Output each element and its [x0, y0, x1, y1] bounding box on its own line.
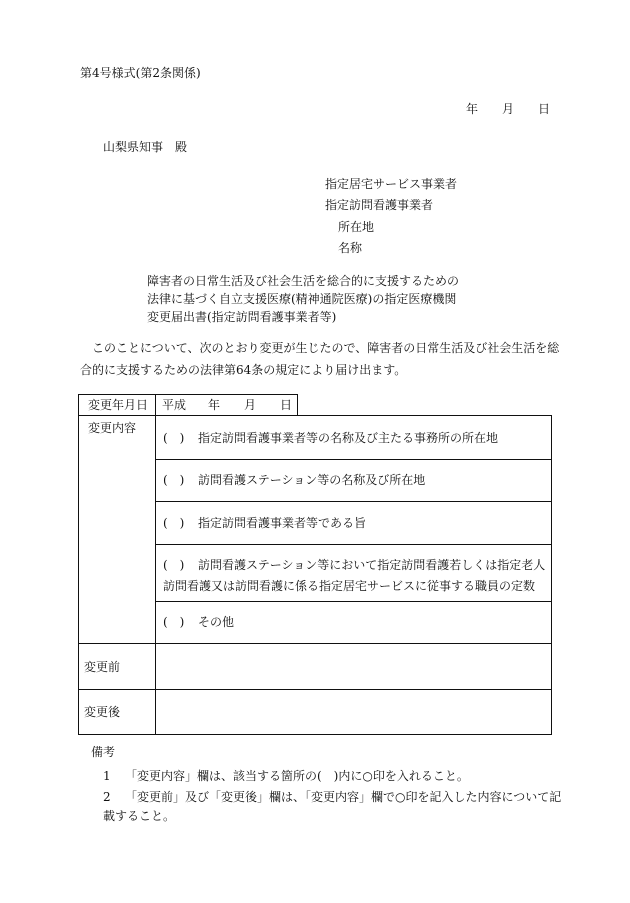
before-row-bottom-border — [78, 689, 552, 690]
remark-1 — [103, 768, 469, 784]
option-separator — [155, 459, 552, 460]
option-3-text: 指定訪問看護事業者等である旨 — [198, 516, 367, 530]
body-paragraph — [80, 337, 560, 381]
table-right-border — [551, 415, 552, 735]
table-bottom-border — [78, 734, 552, 735]
date-era: 平成 — [162, 398, 187, 412]
body-line-2: 合的に支援するための法律第64条の規定により届け出ます。 — [80, 363, 407, 377]
title-line-3: 変更届出書(指定訪問看護事業者等) — [147, 310, 337, 324]
addressee: 山梨県知事 殿 — [103, 140, 188, 154]
remark-2-number: 2 — [103, 790, 111, 804]
remark-1-number: 1 — [103, 769, 111, 783]
date-day-cell: 日 — [280, 398, 293, 412]
date-month: 月 — [502, 102, 515, 116]
change-date-label: 変更年月日 — [88, 398, 149, 412]
date-row-bottom-border — [78, 415, 552, 416]
date-day: 日 — [538, 102, 551, 116]
remark-1-text: 「変更内容」欄は、該当する箇所の( )内に○印を入れること。 — [125, 769, 469, 783]
option-1-checkbox[interactable]: ( ) — [163, 431, 185, 445]
content-row-bottom-border — [78, 643, 552, 644]
sender-name-label: 名称 — [338, 241, 363, 255]
remark-2 — [103, 789, 561, 805]
option-3-checkbox[interactable]: ( ) — [163, 516, 185, 530]
remark-2-text-line-2: 載すること。 — [103, 809, 176, 823]
date-year: 年 — [466, 102, 479, 116]
title-line-1: 障害者の日常生活及び社会生活を総合的に支援するための — [147, 274, 460, 288]
option-5-checkbox[interactable]: ( ) — [163, 615, 185, 629]
change-content-label: 変更内容 — [88, 421, 137, 435]
option-separator — [155, 601, 552, 602]
option-4-checkbox[interactable]: ( ) — [163, 558, 185, 572]
option-4-text-line-2: 訪問看護又は訪問看護に係る指定居宅サービスに従事する職員の定数 — [163, 579, 536, 593]
option-1-text: 指定訪問看護事業者等の名称及び主たる事務所の所在地 — [198, 431, 499, 445]
date-month-cell: 月 — [244, 398, 257, 412]
option-separator — [155, 501, 552, 502]
option-2-checkbox[interactable]: ( ) — [163, 473, 185, 487]
form-number: 第4号様式(第2条関係) — [80, 66, 201, 80]
option-2-text: 訪問看護ステーション等の名称及び所在地 — [198, 473, 426, 487]
remarks-title: 備考 — [91, 745, 116, 759]
remark-2-text: 「変更前」及び「変更後」欄は、「変更内容」欄で○印を記入した内容について記 — [125, 790, 562, 804]
date-year-cell: 年 — [208, 398, 221, 412]
date-line — [466, 101, 550, 117]
date-cell-right-border — [297, 394, 298, 416]
table-top-border — [78, 394, 298, 395]
table-left-border — [78, 394, 79, 735]
option-4-text: 訪問看護ステーション等において指定訪問看護若しくは指定老人 — [198, 558, 546, 572]
after-label: 変更後 — [84, 705, 121, 719]
sender-address-label: 所在地 — [338, 220, 375, 234]
title-line-2: 法律に基づく自立支援医療(精神通院医療)の指定医療機関 — [147, 292, 457, 306]
before-label: 変更前 — [84, 660, 121, 674]
sender-line-2: 指定訪問看護事業者 — [325, 198, 434, 212]
sender-line-1: 指定居宅サービス事業者 — [325, 177, 458, 191]
document-title — [147, 272, 507, 326]
option-separator — [155, 544, 552, 545]
table-label-divider — [155, 394, 156, 735]
body-line-1: このことについて、次のとおり変更が生じたので、障害者の日常生活及び社会生活を総 — [92, 341, 560, 355]
option-5-text: その他 — [198, 615, 235, 629]
